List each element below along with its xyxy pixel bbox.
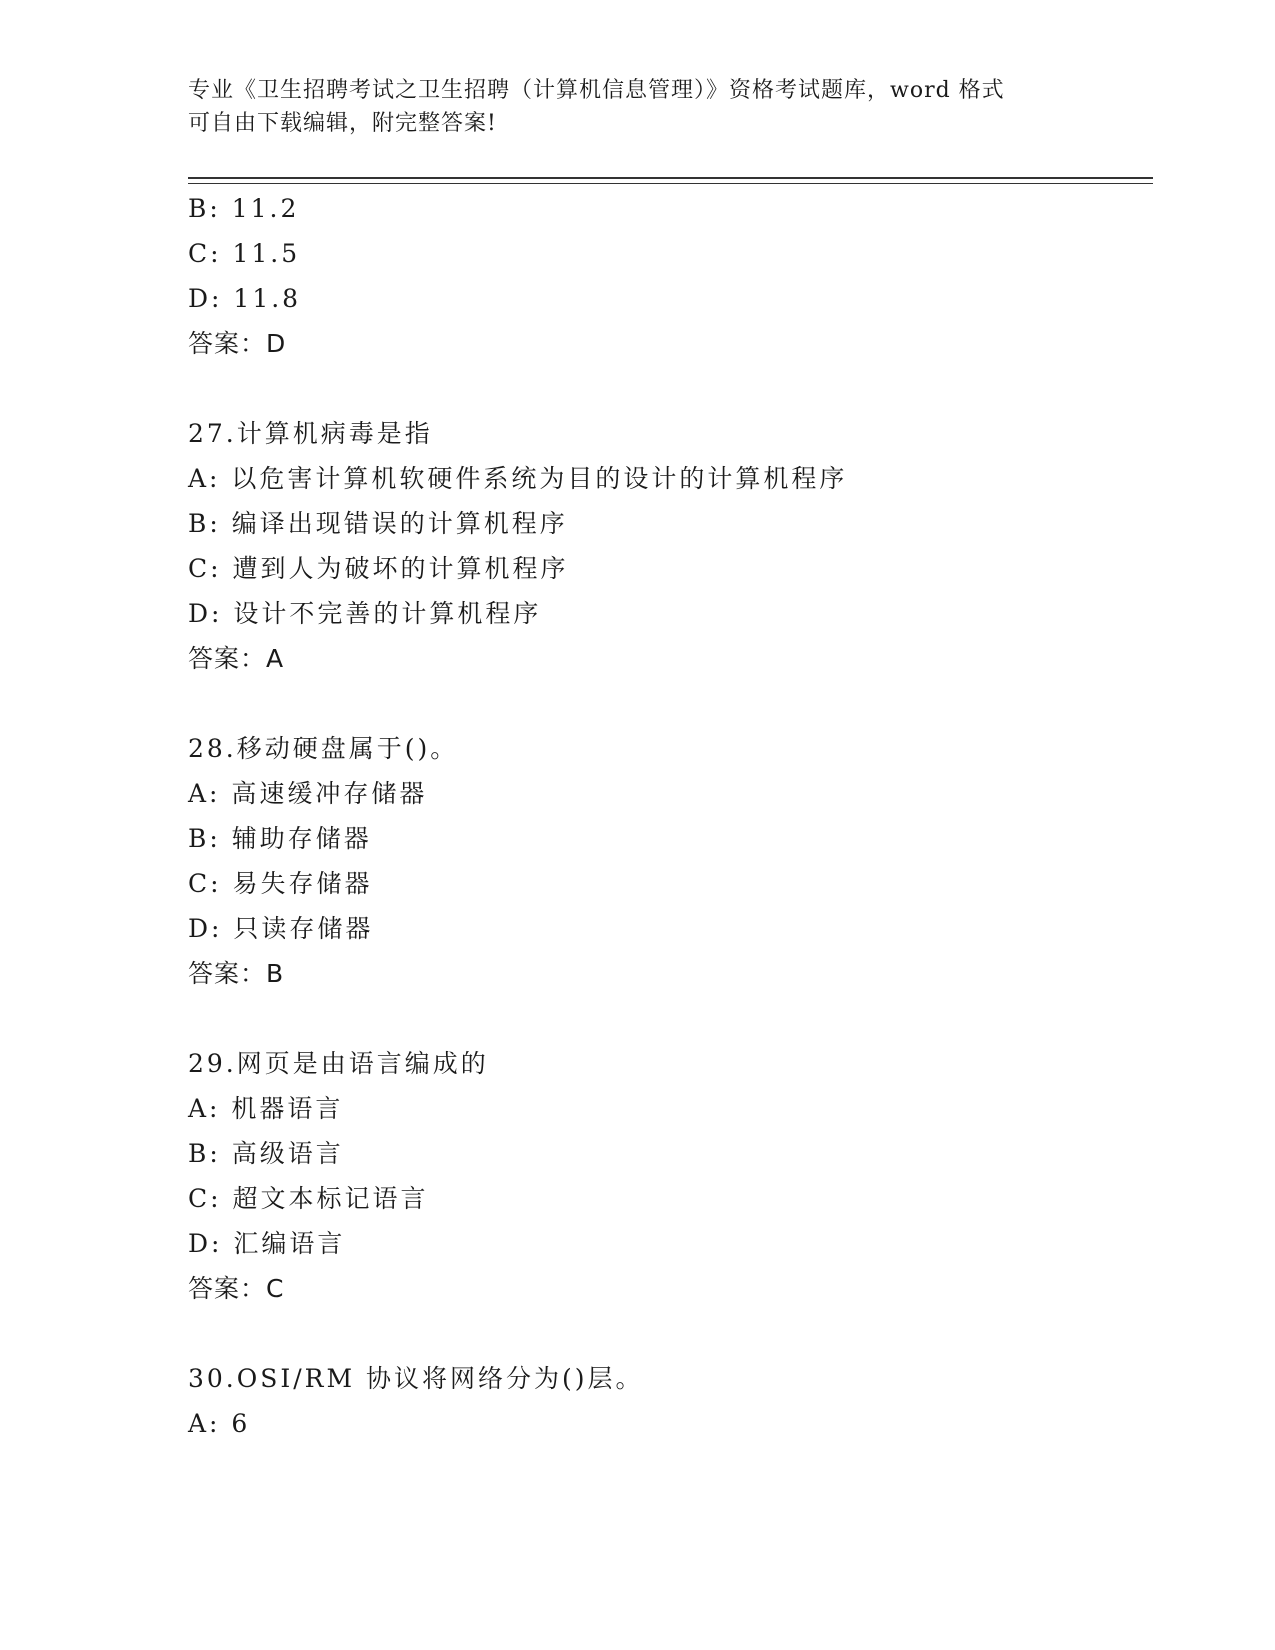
header-line-1: 专业《卫生招聘考试之卫生招聘（计算机信息管理）》资格考试题库，word 格式: [188, 78, 1005, 103]
answer: 答案：A: [188, 644, 285, 673]
document-header: [188, 74, 1088, 140]
question-title: 28.移动硬盘属于()。: [188, 734, 459, 763]
option-d: D: 只读存储器: [188, 914, 374, 943]
header-rule-thin: [188, 183, 1153, 184]
answer: 答案：C: [188, 1274, 285, 1303]
option-c: C: 易失存储器: [188, 869, 373, 898]
option-a: A: 机器语言: [188, 1094, 344, 1123]
option-a: A: 以危害计算机软硬件系统为目的设计的计算机程序: [188, 464, 848, 493]
option-b: B: 11.2: [188, 194, 300, 223]
question-title: 29.网页是由语言编成的: [188, 1049, 489, 1078]
option-a: A: 高速缓冲存储器: [188, 779, 428, 808]
option-c: C: 遭到人为破坏的计算机程序: [188, 554, 569, 583]
option-c: C: 11.5: [188, 239, 301, 268]
option-d: D: 11.8: [188, 284, 302, 313]
option-a: A: 6: [188, 1409, 251, 1438]
question-title: 27.计算机病毒是指: [188, 419, 433, 448]
option-d: D: 汇编语言: [188, 1229, 346, 1258]
answer: 答案：B: [188, 959, 285, 988]
option-b: B: 编译出现错误的计算机程序: [188, 509, 568, 538]
header-line-2: 可自由下载编辑，附完整答案!: [188, 111, 497, 136]
question-title: 30.OSI/RM 协议将网络分为()层。: [188, 1364, 644, 1393]
answer: 答案：D: [188, 329, 287, 358]
option-d: D: 设计不完善的计算机程序: [188, 599, 542, 628]
option-b: B: 辅助存储器: [188, 824, 372, 853]
option-b: B: 高级语言: [188, 1139, 344, 1168]
option-c: C: 超文本标记语言: [188, 1184, 429, 1213]
header-rule-thick: [188, 177, 1153, 179]
